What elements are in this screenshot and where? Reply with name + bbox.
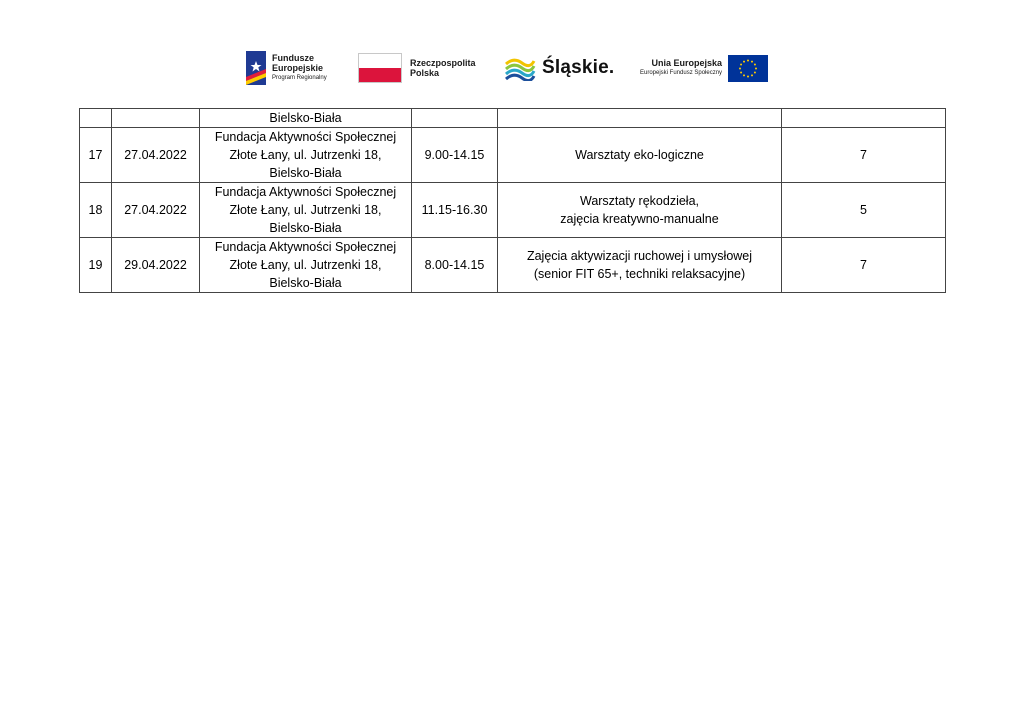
cell-place-line: Fundacja Aktywności Społecznej [214, 240, 397, 254]
cell-place-line: Bielsko-Biała [269, 166, 342, 180]
cell-no [80, 109, 112, 128]
fundusze-europejskie-logo [246, 48, 327, 88]
cell-time: 9.00-14.15 [412, 128, 498, 183]
table-row [80, 128, 946, 183]
fundusze-line2: Europejskie [272, 63, 324, 73]
cell-no: 17 [80, 128, 112, 183]
cell-activity-line: zajęcia kreatywno-manualne [560, 212, 719, 226]
cell-date: 27.04.2022 [112, 128, 200, 183]
slaskie-name: Śląskie. [542, 57, 615, 78]
fundusze-line3: Program Regionalny [272, 75, 327, 81]
eu-star [751, 74, 753, 76]
slaskie-logo [504, 48, 614, 88]
cell-place-line: Fundacja Aktywności Społecznej [214, 130, 397, 144]
cell-date: 27.04.2022 [112, 183, 200, 238]
cell-time: 11.15-16.30 [412, 183, 498, 238]
cell-activity [498, 238, 782, 293]
cell-place: Bielsko-Biała [200, 109, 412, 128]
eu-star [755, 67, 757, 69]
cell-date: 29.04.2022 [112, 238, 200, 293]
table-row-continuation [80, 109, 946, 128]
rzeczpospolita-polska-logo [358, 48, 476, 88]
table-row [80, 183, 946, 238]
cell-place-line: Bielsko-Biała [269, 221, 342, 235]
eu-star [740, 71, 742, 73]
cell-place [200, 128, 412, 183]
eu-star [739, 67, 741, 69]
rzeczpospolita-line1: Rzeczpospolita [410, 58, 476, 68]
unia-line1: Unia Europejska [651, 58, 723, 68]
polish-flag-icon [358, 53, 402, 83]
cell-activity [498, 183, 782, 238]
cell-place [200, 183, 412, 238]
cell-activity-line: Zajęcia aktywizacji ruchowej i umysłowej [526, 249, 753, 263]
rzeczpospolita-line2: Polska [410, 68, 440, 78]
funding-logos-header [0, 48, 1024, 88]
schedule-table [79, 108, 946, 293]
cell-place [200, 238, 412, 293]
eu-star [754, 71, 756, 73]
cell-place-line: Fundacja Aktywności Społecznej [214, 185, 397, 199]
eu-star [751, 60, 753, 62]
cell-place-line: Złote Łany, ul. Jutrzenki 18, [229, 258, 382, 272]
cell-place-line: Złote Łany, ul. Jutrzenki 18, [229, 203, 382, 217]
cell-time [412, 109, 498, 128]
eu-star [743, 60, 745, 62]
eu-star [743, 74, 745, 76]
cell-count [782, 109, 946, 128]
unia-line2: Europejski Fundusz Społeczny [640, 70, 723, 76]
cell-activity-line: Warsztaty rękodzieła, [579, 194, 700, 208]
fundusze-europejskie-icon [246, 51, 266, 85]
cell-place-line: Złote Łany, ul. Jutrzenki 18, [229, 148, 382, 162]
cell-activity [498, 109, 782, 128]
eu-star [740, 63, 742, 65]
cell-count: 7 [782, 238, 946, 293]
fundusze-line1: Fundusze [272, 53, 314, 63]
table-row [80, 238, 946, 293]
cell-no: 18 [80, 183, 112, 238]
cell-count: 5 [782, 183, 946, 238]
cell-date [112, 109, 200, 128]
cell-no: 19 [80, 238, 112, 293]
eu-star [747, 59, 749, 61]
unia-europejska-logo [640, 48, 768, 88]
eu-star [747, 75, 749, 77]
slaskie-waves-icon [504, 55, 536, 81]
cell-place-line: Bielsko-Biała [269, 276, 342, 290]
cell-activity-line: Warsztaty eko-logiczne [575, 148, 704, 162]
cell-count: 7 [782, 128, 946, 183]
eu-star [754, 63, 756, 65]
eu-flag-icon [728, 55, 768, 82]
cell-time: 8.00-14.15 [412, 238, 498, 293]
cell-activity-line: (senior FIT 65+, techniki relaksacyjne) [533, 267, 746, 281]
cell-activity [498, 128, 782, 183]
